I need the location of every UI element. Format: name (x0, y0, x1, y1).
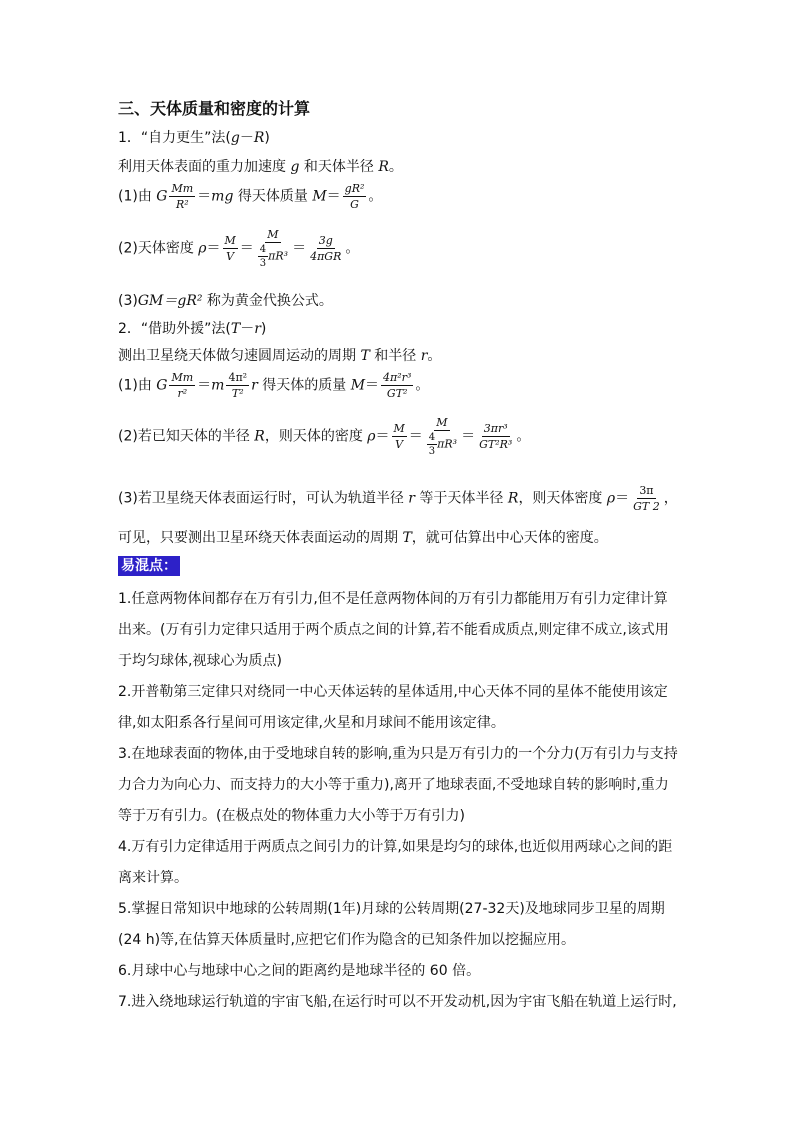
method1-item1 (118, 182, 382, 211)
m1-title-g: g (230, 130, 240, 146)
m1-i2-frac3 (308, 234, 343, 263)
m2-i4-b: ，就可估算出中心天体的密度。 (411, 530, 608, 546)
m1-i1-frac2-num: gR² (344, 182, 365, 195)
method2-item4 (118, 527, 608, 547)
m1-i3-b: 称为黄金代换公式。 (202, 293, 333, 309)
m2-i1-r: r (251, 377, 258, 394)
m2-i2-rho: ρ (367, 428, 376, 445)
m2-i3-b: 等于天体半径 (414, 490, 508, 507)
method2-item2 (118, 416, 530, 457)
m1-i1-g-const: G (156, 188, 168, 205)
m2-i2-f1-den: V (395, 438, 404, 451)
m1-i1-frac-den: R² (175, 198, 189, 211)
m2-i2-r: R (254, 428, 265, 445)
m1-i2-frac1 (223, 234, 238, 263)
m2-i3-a: (3)若卫星绕天体表面运行时，可认为轨道半径 (118, 490, 409, 507)
m2-intro-r: r (420, 348, 428, 364)
m1-intro-c: 。 (388, 159, 403, 175)
m1-i2-frac2 (256, 228, 290, 269)
m1-i2-f1-num: M (224, 234, 236, 247)
m1-intro-a: 利用天体表面的重力加速度 (118, 159, 291, 175)
confusion-point-7: 7.进入绕地球运行轨道的宇宙飞船,在运行时可以不开发动机,因为宇宙飞船在轨道上运行时, (118, 994, 677, 1010)
m2-intro-t: T (360, 348, 370, 364)
m1-i2-f1-den: V (226, 250, 235, 263)
m1-i2-f2-num: M (267, 228, 279, 241)
m2-i1-frac3 (381, 371, 413, 400)
m2-i3-r: r (408, 490, 415, 507)
m1-i2-eq2: ＝ (239, 240, 254, 257)
m2-i2-f2-den-frac (427, 432, 437, 457)
method2-intro (118, 345, 441, 365)
m2-i3-f-num: 3π (639, 484, 654, 497)
method1-title (118, 127, 270, 147)
m2-i1-frac2 (226, 371, 249, 400)
m1-i2-f3-num: 3g (318, 234, 333, 247)
m1-i2-eq3: ＝ (292, 240, 307, 257)
m1-i2-f2-den-tail: πR³ (268, 249, 289, 263)
m2-intro-b: 和半径 (369, 348, 421, 364)
m2-i3-c: ，则天体密度 (518, 490, 607, 507)
m2-i1-f3-num: 4π²r³ (383, 371, 412, 384)
m1-i1-eq: ＝ (197, 188, 212, 205)
m2-i2-end: 。 (516, 428, 531, 445)
m2-i4-t: T (402, 530, 412, 546)
m2-i2-frac2 (425, 416, 459, 457)
m2-i1-f3-den: GT² (386, 387, 408, 400)
m1-title-r: R (253, 130, 265, 146)
m2-i1-f1-den: r² (177, 387, 188, 400)
m2-title-r: r (254, 321, 261, 337)
m2-i2-f2-den-tail: πR³ (437, 437, 458, 451)
m1-i3-a: (3) (118, 293, 138, 309)
method1-intro (118, 156, 403, 176)
m1-intro-b: 和天体半径 (299, 159, 379, 175)
m2-i2-f2-den-num: 4 (428, 432, 436, 443)
m1-intro-r: R (378, 159, 389, 175)
m2-i1-eq2: ＝ (365, 377, 380, 394)
m2-i1-m: m (211, 377, 225, 394)
m2-i2-eq3: ＝ (461, 428, 476, 445)
m2-i2-f2-num: M (436, 416, 448, 429)
m2-i4-a: 可见，只要测出卫星环绕天体表面运动的周期 (118, 530, 403, 546)
m1-i3-expr: GM＝gR² (137, 293, 203, 309)
m1-intro-g: g (290, 159, 300, 175)
m1-title-c: ) (264, 130, 270, 146)
confusion-point-1: 1.任意两物体间都存在万有引力,但不是任意两物体间的万有引力都能用万有引力定律计算出来。(万有引力定律只适用于两个质点之间的计算,若不能看成质点,则定律不成立,该式用于均匀球体,视球心为质点) (118, 591, 669, 669)
m1-i1-fraction2 (343, 182, 367, 211)
m2-i2-eq1: ＝ (375, 428, 390, 445)
m2-i2-f3-den: GT²R³ (479, 438, 513, 451)
m2-intro-a: 测出卫星绕天体做匀速圆周运动的周期 (118, 348, 361, 364)
m2-i1-end: 。 (415, 377, 430, 394)
m1-i1-frac2-den: G (350, 198, 359, 211)
m2-i2-a: (2)若已知天体的半径 (118, 428, 255, 445)
m1-i2-f2-den-den: 3 (259, 258, 267, 269)
method2-item1 (118, 371, 429, 400)
m2-i2-frac1 (392, 422, 407, 451)
m2-i1-g-const: G (156, 377, 168, 394)
method1-item2 (118, 228, 359, 269)
confusion-point-4: 4.万有引力定律适用于两质点之间引力的计算,如果是均匀的球体,也近似用两球心之间的距离来计算。 (118, 839, 673, 886)
confusion-badge: 易混点： (118, 556, 180, 576)
m2-title-c: ) (260, 321, 267, 337)
confusion-point-3: 3.在地球表面的物体,由于受地球自转的影响,重为只是万有引力的一个分力(万有引力与支持力合力为向心力、而支持力的大小等于重力),离开了地球表面,不受地球自转的影响时,重力等于万有引力。(在极点处的物体重力大小等于万有引力) (118, 746, 678, 824)
m2-i3-radius: R (507, 490, 519, 507)
method2-item3 (118, 484, 678, 513)
m1-i1-end: 。 (368, 188, 383, 205)
m2-i3-rho: ρ (606, 490, 616, 507)
m2-i1-eq: ＝ (197, 377, 212, 394)
m1-i1-a: (1)由 (118, 188, 157, 205)
m2-i3-eq: ＝ (615, 490, 630, 507)
confusion-point-5: 5.掌握日常知识中地球的公转周期(1年)月球的公转周期(27-32天)及地球同步卫星的周期(24 h)等,在估算天体质量时,应把它们作为隐含的已知条件加以挖掘应用。 (118, 901, 665, 948)
m2-i1-mass: M (350, 377, 366, 394)
m2-title-a: 2．“借助外援”法( (118, 321, 231, 337)
m2-i1-f2-num: 4π² (228, 371, 248, 384)
m1-title-b: － (239, 130, 254, 146)
m2-i2-f2-den (425, 431, 459, 457)
m1-i1-frac-num: Mm (171, 182, 194, 195)
m2-i1-text: 得天体的质量 (257, 377, 351, 394)
m2-i3-frac (631, 484, 662, 513)
section-title: 三、天体质量和密度的计算 (118, 99, 311, 118)
m1-i2-f2-den-num: 4 (259, 244, 267, 255)
m2-i1-f2-den: T² (231, 387, 244, 400)
m1-i1-text: 得天体质量 (233, 188, 313, 205)
method2-title (118, 318, 266, 338)
m1-i2-rho: ρ (198, 240, 207, 257)
m2-i2-eq2: ＝ (408, 428, 423, 445)
m2-i2-f2-den-den: 3 (428, 446, 436, 457)
m2-intro-c: 。 (427, 348, 442, 364)
m2-i1-frac1 (169, 371, 195, 400)
m1-i2-a: (2)天体密度 (118, 240, 199, 257)
m2-i3-f-den: GT 2 (633, 500, 660, 513)
m1-i2-f2-den (256, 243, 290, 269)
m2-i2-f1-num: M (393, 422, 405, 435)
m1-i2-end: 。 (345, 240, 360, 257)
m2-i1-f1-num: Mm (171, 371, 194, 384)
m1-i2-f2-den-frac (258, 244, 268, 269)
m2-title-b: － (240, 321, 255, 337)
m1-title-a: 1．“自力更生”法( (118, 130, 231, 146)
m1-i1-mg: mg (211, 188, 234, 205)
m2-i2-frac3 (477, 422, 514, 451)
confusion-point-6: 6.月球中心与地球中心之间的距离约是地球半径的 60 倍。 (118, 963, 481, 979)
m1-i1-m: M (312, 188, 327, 205)
m2-i2-b: ，则天体的密度 (264, 428, 368, 445)
m1-i2-f3-den: 4πGR (310, 250, 342, 263)
m1-i2-eq1: ＝ (206, 240, 221, 257)
m2-i2-f3-num: 3πr³ (483, 422, 508, 435)
m1-i1-eq2: ＝ (326, 188, 341, 205)
confusion-point-2: 2.开普勒第三定律只对绕同一中心天体运转的星体适用,中心天体不同的星体不能使用该定律,如太阳系各行星间可用该定律,火星和月球间不能用该定律。 (118, 684, 668, 731)
m2-i1-a: (1)由 (118, 377, 157, 394)
m1-i1-fraction (169, 182, 195, 211)
m2-i3-end: ， (663, 490, 678, 507)
m2-title-t: T (230, 321, 241, 337)
method1-item3 (118, 290, 333, 310)
